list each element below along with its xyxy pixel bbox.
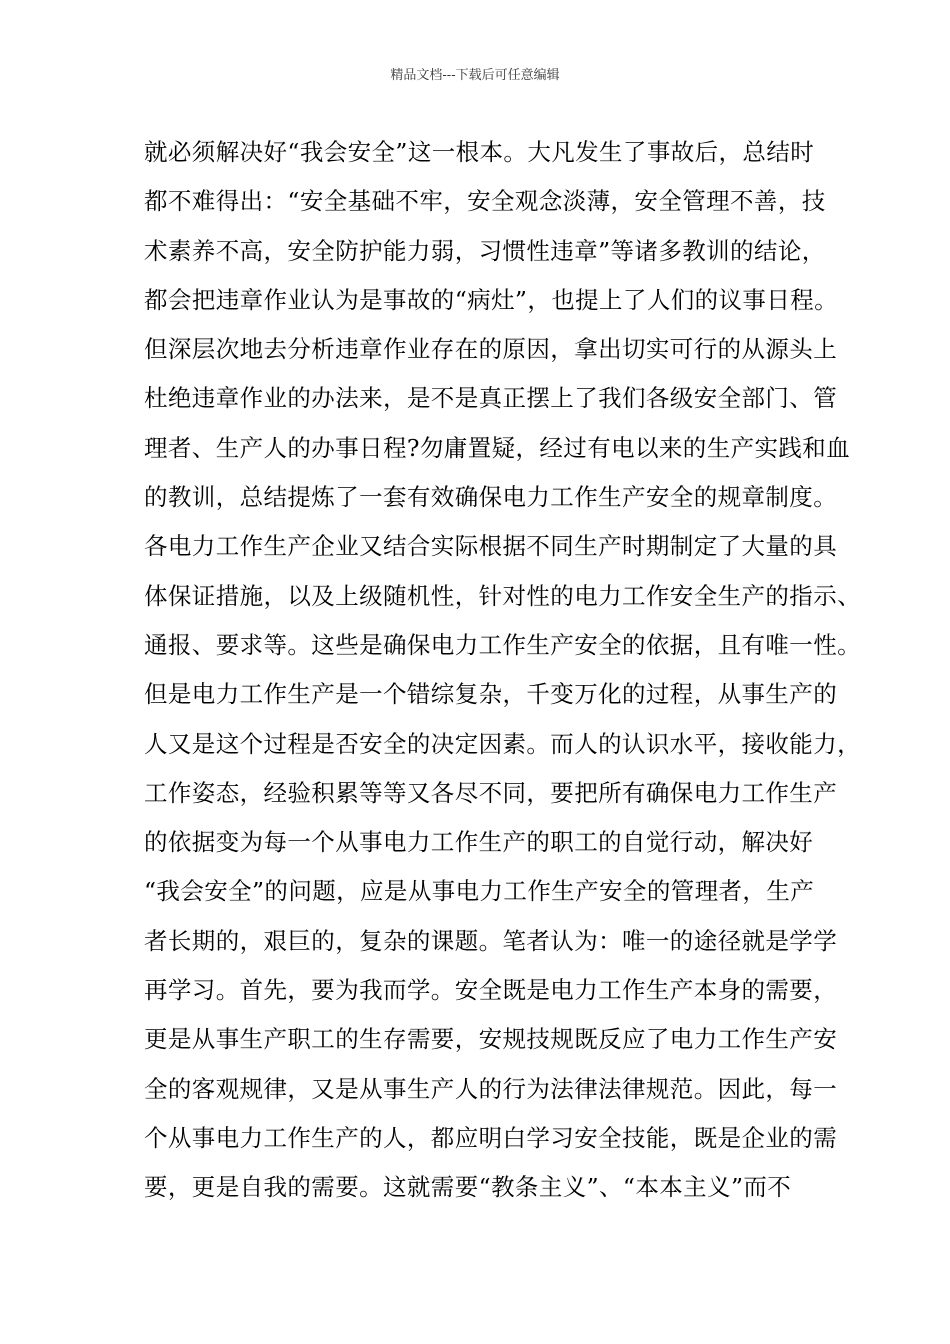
page-header: 精品文档---下载后可任意编辑 — [390, 68, 560, 83]
body-line-16: “我会安全”的问题，应是从事电力工作生产安全的管理者，生产 — [144, 877, 815, 906]
body-line-4: 都会把违章作业认为是事故的“病灶”，也提上了人们的议事日程。 — [144, 285, 839, 314]
body-line-17: 者长期的，艰巨的，复杂的课题。笔者认为：唯一的途径就是学学 — [144, 926, 838, 955]
body-line-9: 各电力工作生产企业又结合实际根据不同生产时期制定了大量的具 — [144, 532, 838, 561]
body-line-14: 工作姿态，经验积累等等又各尽不同，要把所有确保电力工作生产 — [144, 778, 838, 807]
body-line-10: 体保证措施，以及上级随机性，针对性的电力工作安全生产的指示、 — [144, 581, 861, 610]
document-body — [144, 134, 861, 1219]
body-line-2: 都不难得出：“安全基础不牢，安全观念淡薄，安全管理不善，技 — [144, 187, 826, 216]
body-line-20: 全的客观规律，又是从事生产人的行为法律法律规范。因此，每一 — [144, 1074, 838, 1103]
body-line-19: 更是从事生产职工的生存需要，安规技规既反应了电力工作生产安 — [144, 1025, 838, 1054]
body-line-21: 个从事电力工作生产的人，都应明白学习安全技能，既是企业的需 — [144, 1123, 838, 1152]
body-line-1: 就必须解决好“我会安全”这一根本。大凡发生了事故后，总结时 — [144, 138, 815, 166]
body-line-7: 理者、生产人的办事日程?勿庸置疑，经过有电以来的生产实践和血 — [144, 433, 851, 462]
body-line-12: 但是电力工作生产是一个错综复杂，千变万化的过程，从事生产的 — [144, 680, 838, 709]
body-line-8: 的教训，总结提炼了一套有效确保电力工作生产安全的规章制度。 — [144, 483, 838, 512]
body-line-5: 但深层次地去分析违章作业存在的原因，拿出切实可行的从源头上 — [144, 335, 838, 364]
body-line-3: 术素养不高，安全防护能力弱，习惯性违章”等诸多教训的结论， — [144, 236, 826, 265]
body-line-15: 的依据变为每一个从事电力工作生产的职工的自觉行动，解决好 — [144, 828, 814, 857]
body-line-11: 通报、要求等。这些是确保电力工作生产安全的依据，且有唯一性。 — [144, 630, 861, 659]
body-line-13: 人又是这个过程是否安全的决定因素。而人的认识水平，接收能力， — [144, 729, 861, 758]
body-line-6: 杜绝违章作业的办法来，是不是真正摆上了我们各级安全部门、管 — [144, 384, 838, 413]
body-line-22: 要，更是自我的需要。这就需要“教条主义”、“本本主义”而不 — [144, 1173, 792, 1202]
body-line-18: 再学习。首先，要为我而学。安全既是电力工作生产本身的需要， — [144, 976, 838, 1005]
